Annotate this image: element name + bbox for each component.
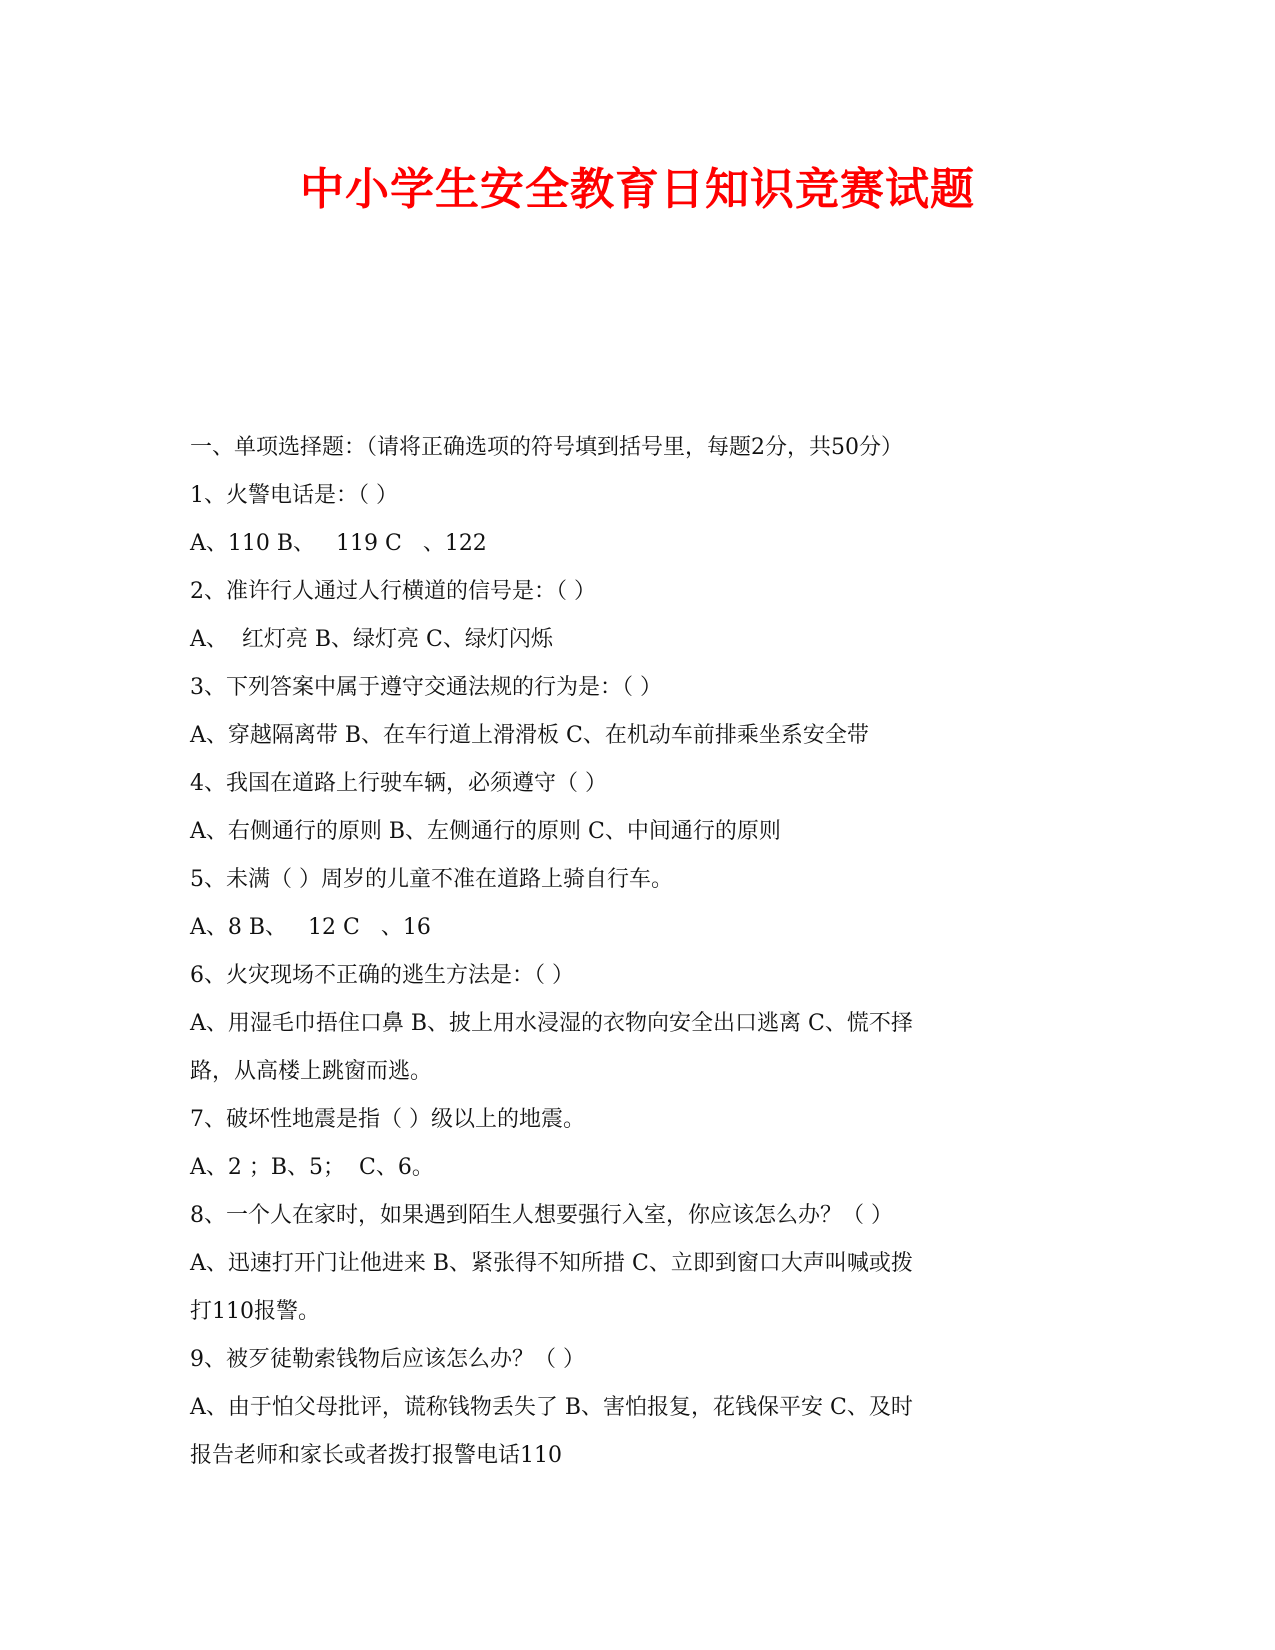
options-6: A、用湿毛巾捂住口鼻 B、披上用水浸湿的衣物向安全出口逃离 C、慌不择 xyxy=(190,1011,913,1036)
question-7: 7、破坏性地震是指（ ）级以上的地震。 xyxy=(190,1107,585,1132)
options-7: A、2 ；B、5； C、6。 xyxy=(190,1155,434,1180)
options-1: A、110 B、 119 C 、122 xyxy=(190,531,487,556)
options-9-continued: 报告老师和家长或者拨打报警电话110 xyxy=(190,1443,562,1468)
question-list xyxy=(190,424,1010,1480)
question-3: 3、下列答案中属于遵守交通法规的行为是：（ ） xyxy=(190,675,662,700)
question-8: 8、一个人在家时，如果遇到陌生人想要强行入室，你应该怎么办？（ ） xyxy=(190,1203,893,1228)
options-4: A、右侧通行的原则 B、左侧通行的原则 C、中间通行的原则 xyxy=(190,819,781,844)
section-heading: 一、单项选择题：（请将正确选项的符号填到括号里，每题2分，共50分） xyxy=(190,435,903,460)
question-2: 2、准许行人通过人行横道的信号是：（ ） xyxy=(190,579,596,604)
options-6-continued: 路，从高楼上跳窗而逃。 xyxy=(190,1059,433,1084)
question-9: 9、被歹徒勒索钱物后应该怎么办？（ ） xyxy=(190,1347,585,1372)
document-title: 中小学生安全教育日知识竞赛试题 xyxy=(300,164,975,215)
options-2: A、 红灯亮 B、绿灯亮 C、绿灯闪烁 xyxy=(190,627,553,652)
options-5: A、8 B、 12 C 、16 xyxy=(190,915,431,940)
question-1: 1、火警电话是：（ ） xyxy=(190,483,398,508)
options-9: A、由于怕父母批评，谎称钱物丢失了 B、害怕报复，花钱保平安 C、及时 xyxy=(190,1395,913,1420)
options-3: A、穿越隔离带 B、在车行道上滑滑板 C、在机动车前排乘坐系安全带 xyxy=(190,723,869,748)
question-6: 6、火灾现场不正确的逃生方法是：（ ） xyxy=(190,963,574,988)
question-5: 5、未满（ ）周岁的儿童不准在道路上骑自行车。 xyxy=(190,867,673,892)
options-8-continued: 打110报警。 xyxy=(190,1299,320,1324)
options-8: A、迅速打开门让他进来 B、紧张得不知所措 C、立即到窗口大声叫喊或拨 xyxy=(190,1251,913,1276)
question-4: 4、我国在道路上行驶车辆，必须遵守（ ） xyxy=(190,771,607,796)
